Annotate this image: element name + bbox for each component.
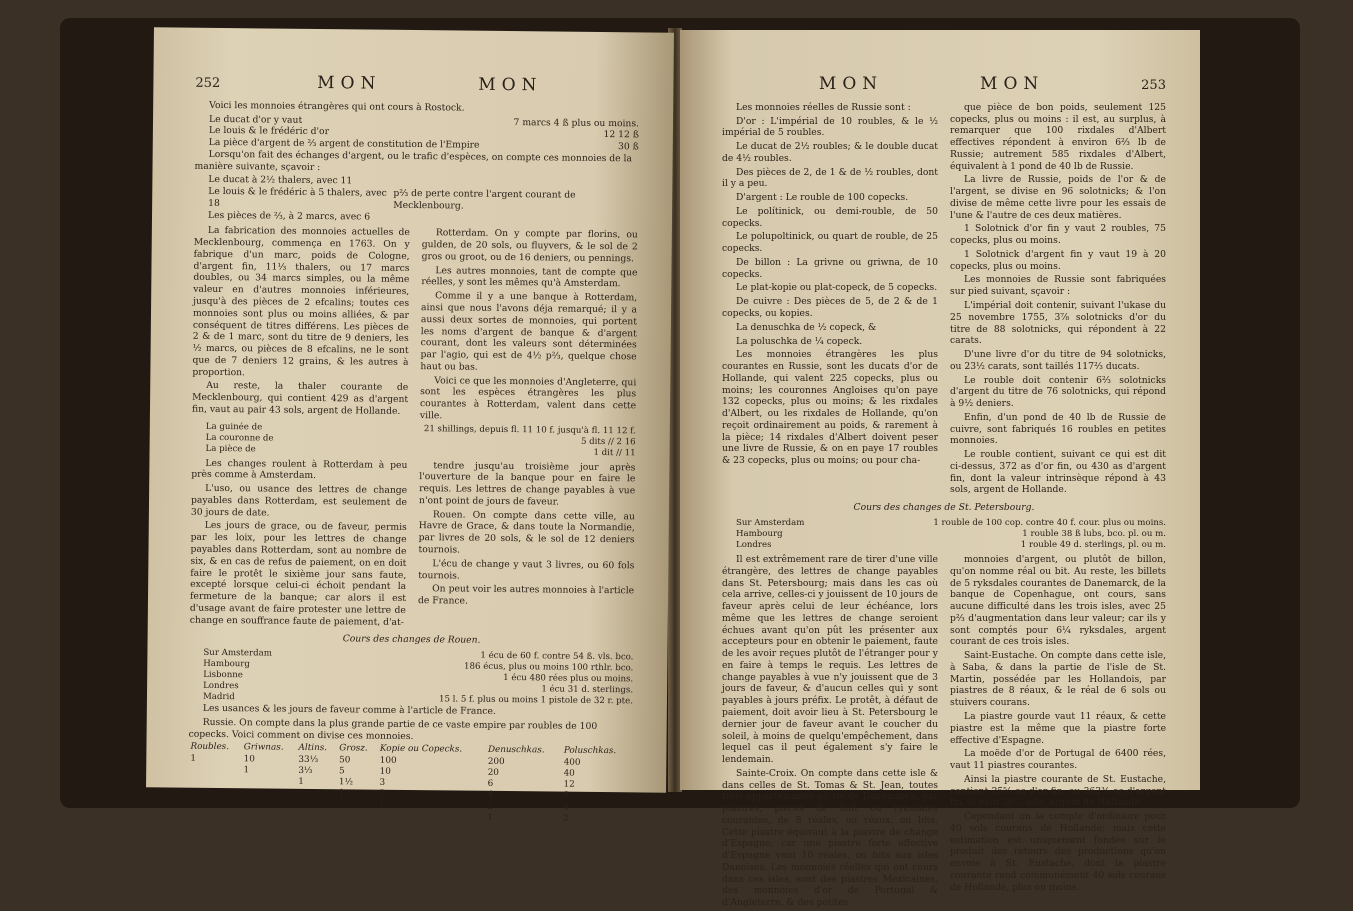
table-cell: 1 [243,765,250,776]
paragraph: Le rouble doit contenir 6⅔ solotnicks d'argent du titre de 76 solotnicks, qui répond à 9½ deniers. [950,374,1166,410]
table-cell [241,788,296,800]
table-cell [188,810,241,822]
right-page-header [722,74,1166,96]
petersbourg-title: Cours des changes de St. Petersbourg. [853,502,1035,514]
table-cell [188,765,241,777]
exchange-row: Le ducat à 2½ thalers, avec 11 [208,174,353,187]
table-cell: 1 [338,788,345,799]
left-page [146,27,674,824]
paragraph: Le polítinick, ou demi-rouble, de 50 copecks. [722,205,938,229]
rostock-row: Le louis & le frédéric d'or 12 12 ß [208,125,639,141]
left-cols-1 [192,225,638,426]
paragraph: Saint-Eustache. On compte dans cette isle, à Saba, & dans la partie de l'isle de St. Martin, possédée par les Hollandois, par piastres de 8 réaux, & le réal de 6 sols ou stuivers courans. [950,650,1166,709]
left-intro: Voici les monnoies étrangères qui ont cours à Rostock. [209,99,465,114]
table-cell: 10 [379,766,391,777]
table-cell [296,811,337,823]
table-cell: 1 [190,753,197,764]
table-cell: 10 [243,753,255,765]
rostock-row: Le ducat d'or y vaut 7 marcs 4 ß plus ou moins. [208,113,640,129]
table-cell: 200 [487,756,505,767]
paragraph: monnoies d'argent, ou plutôt de billon, qu'on nomme réal ou bit. Au reste, les billets de 5 ryksdales courantes de Danemarck, de la banque de Copenhague, ont cours, sans aucune difficulté dans les trois isles, avec 25 p⅔ d'augmentation dans leur valeur; car ils y sont comptés pour 6¼ ryksdales, argent courant de ces trois isles. [950,554,1166,648]
petersbourg-row: Londres 1 rouble 49 d. sterlings, pl. ou m. [736,540,1166,551]
paragraph: Le plat-kopie ou plat-copeck, de 5 copecks. [736,282,938,294]
paragraph: Les monnoies de Russie sont fabriquées sur pied suivant, sçavoir : [950,274,1166,298]
table-cell: 100 [379,755,397,766]
table-cell: 1 [298,777,304,788]
left-page-header [195,72,639,98]
guinea-row: La guinée de 21 shillings, depuis fl. 11 10 f. jusqu'à fl. 11 12 f. [205,421,636,437]
paragraph: Les monnoies réelles de Russie sont : [736,101,911,113]
paragraph: Des pièces de 2, de 1 & de ½ roubles, dont il y a peu. [722,166,938,190]
table-header-row: Roubles. Griwnas. Altins. Grosz. Kopie ou Copecks. Denuschkas. Poluschkas. [190,742,617,757]
table-cell: 5 [338,766,345,777]
table-cell: 20 [487,767,499,778]
rouen-row: Madrid 15 l. 5 f. plus ou moins 1 pistole de 32 r. pte. [202,691,634,707]
paragraph: La piastre gourde vaut 11 réaux, & cette piastre est la même que la piastre forte effective d'Espagne. [950,710,1166,746]
paragraph: La poluschka de ¼ copeck. [736,335,863,347]
right-page [680,30,1200,909]
table-cell: 1 [487,812,493,823]
table-cell [336,811,377,823]
table-cell: 1 [379,800,386,811]
left-running-head-2: MON [478,74,543,96]
table-cell: 1½ [338,777,354,788]
paragraph: Ainsi la piastre courante de St. Eustache, contient 25⅝ as d'or fin, ou 363⅜ as d'argent fin, & vaut 36½ sols, argent de Hollande. [950,773,1166,809]
russian-coin-table [188,742,633,825]
guinea-row: La pièce de 1 dit // 11 [205,443,636,459]
right-col-b [950,102,1166,499]
paragraph: L'impérial doit contenir, suivant l'ukase du 25 novembre 1755, 3⅞ solotnicks d'or du titre de 88 solotnicks, qui répondent à 22 carats. [950,300,1166,347]
table-cell [241,776,296,788]
right-col-c [722,554,938,911]
table-cell: 50 [339,754,351,766]
guinea-row: La couronne de 5 dits // 2 16 [205,432,636,448]
table-cell [241,810,296,822]
paragraph: D'or : L'impérial de 10 roubles, & le ½ impérial de 5 roubles. [722,115,938,139]
paragraph: Le ducat de 2½ roubles; & le double ducat de 4½ roubles. [722,141,938,164]
table-cell [296,788,337,800]
petersbourg-row: Sur Amsterdam 1 rouble de 100 cop. contre 40 f. cour. plus ou moins. [736,518,1166,529]
exchange-note: p⅔ de perte contre l'argent courant de Mecklenbourg. [393,187,576,212]
paragraph: Le rouble contient, suivant ce qui est dit ci-dessus, 372 as d'or fin, ou 430 as d'argent fin, dont la valeur intrinsèque répond à 43 sols, argent de Hollande. [950,449,1166,496]
table-cell [188,776,241,788]
table-cell: 4 [487,790,494,801]
table-cell [377,812,485,824]
left-col-b: Rotterdam. On y compte par florins, ou gulden, de 20 sols, ou fluyvers, & le sol de 2 gros ou groot, ou de 16 deniers, ou pennings. Les autres monnoies, tant de compte que réelles, y sont les mêmes qu'à Amsterdam. Comme il y a une banque à Rotterdam, ainsi que nous l'avons déja remarqué; il y a aussi deux sortes de monnoies, qui portent les noms d'argent de banque & d'argent courant, dont les valeurs sont déterminées par l'agio, qui est de 4½ p⅔, quelque chose haut ou bas. Voici ce que les monnoies d'Angleterre, qui sont les espèces étrangères les plus courantes à Rotterdam, valent dans cette ville. [419,227,638,422]
rostock-row: La pièce d'argent de ⅔ argent de constitution de l'Empire 30 ß [208,136,639,153]
exchange-rows [194,174,638,226]
paragraph: Le polupoltinick, ou quart de rouble, de 25 copecks. [722,231,938,255]
right-running-head-1: MON [818,74,884,94]
left-col-a: La fabrication des monnoies actuelles de Mecklenbourg, commença en 1763. On y fabrique d'un marc, poids de Cologne, d'argent fin, 11⅓ thalers, ou 17 marcs doubles, ou 34 marcs simples, ou la même valeur en d'autres monnoies inférieures, jusqu'à des pièces de 2 efcalins; toutes ces monnoies sont plus ou moins alliées, & par conséquent de titres différens. Les pièces de 2 & de 1 marc, sont du titre de 9 deniers, les ½ marcs, ou pièces de 8 efcalins, ne le sont que de 7 deniers 12 grains, & les autres à proportion. Au reste, la thaler courante de Mecklenbourg, qui contient 429 as d'argent fin, vaut au pair 43 sols, argent de Hollande. [191,225,410,417]
paragraph: La moëde d'or de Portugal de 6400 rées, vaut 11 piastres courantes. [950,748,1166,772]
rouen-row: Hambourg 186 écus, plus ou moins 100 rthlr. bco. [203,658,634,674]
paragraph: 1 Solotnick d'or fin y vaut 2 roubles, 75 copecks, plus ou moins. [950,223,1166,247]
table-cell: 2 [487,801,494,812]
guinea-rows [192,421,636,459]
right-cols-2 [722,554,1166,911]
table-cell: 33⅓ [298,754,319,765]
rouen-row: Lisbonne 1 écu 480 rées plus ou moins. [203,669,634,685]
right-page-number: 253 [1141,78,1166,93]
table-cell [337,800,378,812]
table-cell: 400 [563,757,581,768]
paragraph: que pièce de bon poids, seulement 125 copecks, plus ou moins : il est, au surplus, à remarquer que 100 rixdales d'Albert effectives répondent à environ 6⅔ lb de Russie; autrement 585 rixdales d'Albert, équivalent à 1 pond de 40 lb de Russie. [950,101,1166,172]
table-cell [241,799,296,811]
exchange-row: Le louis & le frédéric à 5 thalers, avec 18 [208,185,387,209]
paragraph: Les monnoies étrangères les plus courantes en Russie, sont les ducats d'or de Hollande, qui valent 225 copecks, plus ou moins; les couronnes Angloises qu'on paye 132 copecks, plus ou moins; & les rixdales d'Albert, ou les rixdales de Hollande, qu'on reçoit ordinairement au poids, & rarement à la pièce; 14 rixdales d'Albert doivent peser une livre de Russie, & on en paye 17 roubles & 23 copecks, plus ou moins; ou pour cha- [722,349,938,467]
right-col-a [722,102,938,499]
paragraph: 1 Solotnick d'argent fin y vaut 19 à 20 copecks, plus ou moins. [950,248,1166,272]
rouen-rows [189,648,634,708]
usances-paragraph: Les usances & les jours de faveur comme à l'article de France. [202,702,496,718]
table-cell: 6 [487,779,494,790]
right-col-d [950,554,1166,911]
petersbourg-row: Hambourg 1 rouble 38 ß lubs, bco. pl. ou m. [736,529,1166,540]
right-cols-1 [722,102,1166,499]
paragraph: D'argent : Le rouble de 100 copecks. [736,192,909,204]
left-cols-2 [190,457,636,632]
table-cell [188,787,241,799]
paragraph: Sainte-Croix. On compte dans cette isle & dans celles de St. Tomas & St. Jean, toutes trois appartenantes au roi de Danemarck, par piastres, pièces de huit ou ryksdales courantes, de 8 réales, ou réaux, ou bits. Cette piastre équivaut à la piastre de change d'Espagne; car une piastre forte effective d'Espagne vaut 10 réales, ou bits aux isles Danoises. Les monnoies réelles qui ont cours dans ces isles, sont des piastres Mexicaines, des monnoies d'or de Portugal & d'Angleterre, & des petites [722,767,938,909]
rouen-row: Londres 1 écu 31 d. sterlings. [203,680,634,696]
table-cell: 2 [379,789,386,800]
rostock-rows [195,113,639,153]
left-col-c: Les changes roulent à Rotterdam à peu près comme à Amsterdam. L'uso, ou usance des lettres de change payables dans Rotterdam, est seulement de 30 jours de date. Les jours de grace, ou de faveur, permis par les loix, pour les lettres de change payables dans Rotterdam, sont au nombre de six, & en cas de refus de paiement, on en doit faire le protêt le sixième jour sans faute, excepté lorsque celui-ci échoit pendant la fermeture de la banque; car alors il est d'usage avant de faire protester une lettre de change en souffrance faute de paiement, d'at- [189,457,408,628]
table-cell: 4 [563,802,569,813]
right-running-head-2: MON [980,74,1045,94]
paragraph: De cuivre : Des pièces de 5, de 2 & de 1 copecks, ou kopies. [722,296,938,319]
table-cell [188,798,241,810]
table-cell: 8 [563,791,570,802]
table-cell: 2 [563,813,569,824]
paragraph: Il est extrêmement rare de tirer d'une ville étrangère, des lettres de change payables dans St. Petersbourg; mais dans les cas où cela arrive, celles-ci y jouissent de 10 jours de faveur après celui de leur échéance, lors même que les lettres de change seroient échues avant qu'on pût les présenter aux accepteurs pour en obtenir le paiement, faute de les avoir reçues plutôt de l'étranger pour y en faire à temps le requis. Les lettres de change payables à vue n'y jouissent que de 3 jours de faveur, & d'aucun celles qui y sont payables à jours préfix. Le protêt, à défaut de paiement, doit avoir lieu à St. Petersbourg le dernier jour de faveur avant le coucher du soleil, à moins de quelqu'empêchement, dans lequel cas il peut également s'y faire le lendemain. [722,554,938,766]
table-cell: 3 [379,777,386,788]
paragraph: Enfin, d'un pond de 40 lb de Russie de cuivre, sont fabriqués 16 roubles en petites monnoies. [950,411,1166,447]
russie-paragraph: Russie. On compte dans la plus grande partie de ce vaste empire par roubles de 100 copecks. Voici comment on divise ces monnoies. [188,716,598,742]
rouen-title: Cours des changes de Rouen. [342,633,481,647]
table-cell: 12 [563,779,575,790]
table-cell [296,800,337,812]
paragraph: La denuschka de ½ copeck, & [736,321,877,333]
paragraph: De billon : La grivne ou griwna, de 10 copecks. [722,256,938,280]
petersbourg-rows [722,518,1166,551]
paragraph: La livre de Russie, poids de l'or & de l'argent, se divise en 96 solotnicks; & l'on divise de même cette livre pour les essais de l'une & l'autre de ces deux matières. [950,174,1166,221]
exchange-paragraph: Lorsqu'on fait des échanges d'argent, ou le trafic d'espèces, on compte ces monnoies de la manière suivante, sçavoir : [194,148,633,173]
left-col-d: tendre jusqu'au troisième jour après l'ouverture de la banque pour en faire le requis. Les lettres de change payables à vue n'ont point de jours de faveur. Rouen. On compte dans cette ville, au Havre de Grace, & dans toute la Normandie, par livres de 20 sols, & le sol de 12 deniers tournois. L'écu de change y vaut 3 livres, ou 60 fols tournois. On peut voir les autres monnoies à l'article de France. [417,459,636,607]
left-page-number: 252 [195,75,221,91]
rouen-row: Sur Amsterdam 1 écu de 60 f. contre 54 ß. vls. bco. [203,647,634,663]
table-cell: 3⅓ [298,765,313,776]
exchange-row: Les pièces de ⅔, à 2 marcs, avec 6 [207,209,371,223]
paragraph: Cependant on la compte d'ordinaire pour 40 sols courans de Hollande; mais cette estimation est uniquement fondée sur le produit des retours des productions qu'on envoie à St. Eustache, dont la piastre courante rend communément 40 sols courans de Hollande, plus ou moins. [950,811,1166,893]
table-cell: 40 [563,768,575,779]
left-running-head-1: MON [317,73,382,94]
paragraph: D'une livre d'or du titre de 94 solotnicks, ou 23½ carats, sont taillés 117⅔ ducats. [950,349,1166,372]
